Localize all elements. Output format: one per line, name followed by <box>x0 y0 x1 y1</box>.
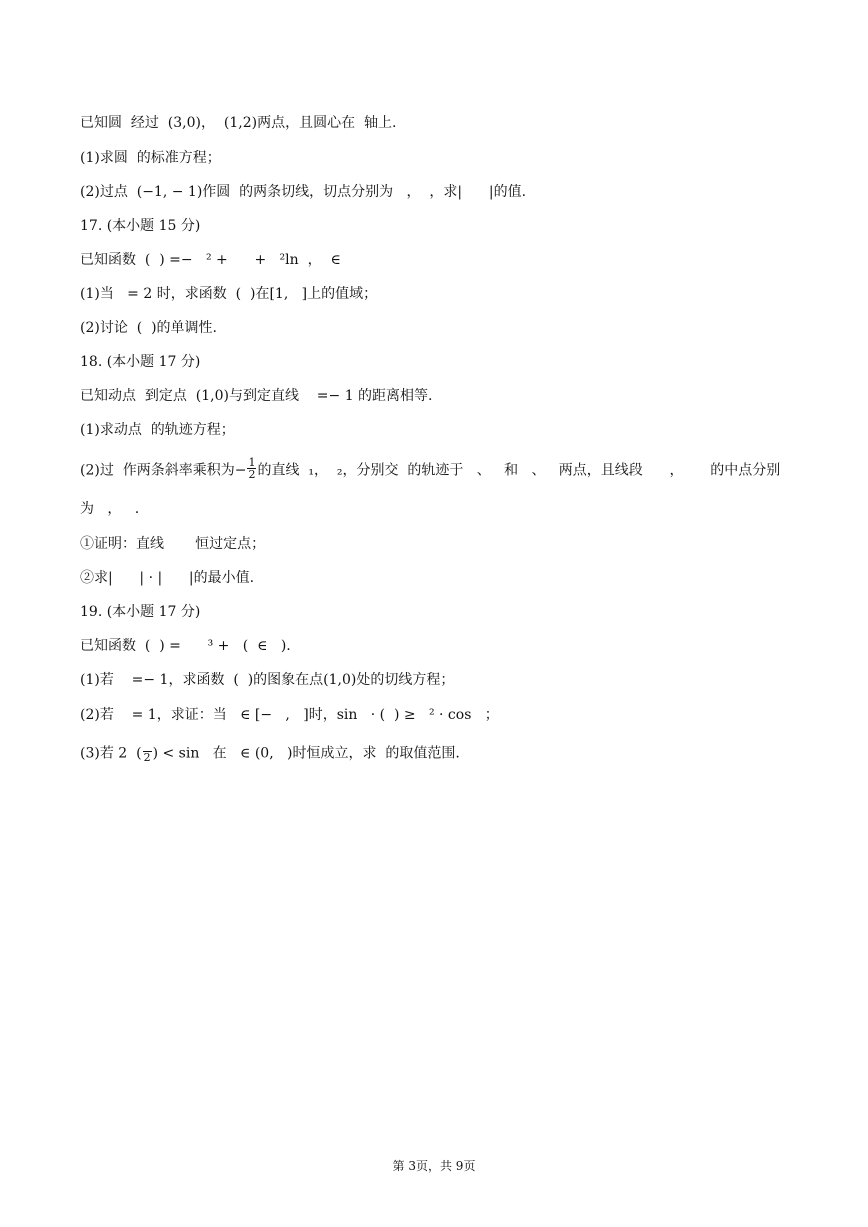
fraction-over-two <box>143 740 152 763</box>
problem17-part2: (2)讨论 ( )的单调性. <box>80 320 218 336</box>
problem18-part2-after: 的直线 ₁， ₂，分别交 的轨迹于 、 和 、 两点，且线段 ， 的中点分别 <box>257 462 781 479</box>
problem17-stem: 已知函数 ( ) =− ² + + ²ln ， ∈ <box>80 252 341 268</box>
problem19-part3-before: (3)若 2 ( <box>80 745 142 762</box>
problem17-heading: 17. (本小题 15 分) <box>80 218 201 234</box>
problem17-part1: (1)当 = 2 时，求函数 ( )在[1, ]上的值域； <box>80 286 378 302</box>
problem19-heading: 19. (本小题 17 分) <box>80 604 201 620</box>
problem18-heading: 18. (本小题 17 分) <box>80 354 201 370</box>
problem18-sub2: ②求| | · | |的最小值. <box>80 570 255 586</box>
problem16-part1: (1)求圆 的标准方程； <box>80 150 221 166</box>
fraction-one-half <box>247 457 256 480</box>
problem19-part2: (2)若 = 1，求证：当 ∈ [− , ]时，sin · ( ) ≥ ² · cos ； <box>80 707 499 723</box>
problem18-part2 <box>80 456 781 482</box>
problem16-stem: 已知圆 经过 (3,0)， (1,2)两点，且圆心在 轴上. <box>80 115 397 131</box>
problem19-stem: 已知函数 ( ) = ³ + ( ∈ ). <box>80 638 291 654</box>
page-footer: 第 3页，共 9页 <box>392 1159 476 1173</box>
problem19-part3 <box>80 742 460 765</box>
fraction-denominator: 2 <box>143 751 151 764</box>
fraction-denominator: 2 <box>248 468 256 481</box>
problem18-part2-cont: 为 ， . <box>80 501 140 517</box>
problem19-part3-after: ) < sin 在 ∈ (0, )时恒成立，求 的取值范围. <box>152 745 460 762</box>
problem18-stem: 已知动点 到定点 (1,0)与到定直线 =− 1 的距离相等. <box>80 388 433 404</box>
problem16-part2: (2)过点 (−1, − 1)作圆 的两条切线，切点分别为 ， ，求| |的值. <box>80 184 527 200</box>
problem18-sub1: ①证明：直线 恒过定点； <box>80 536 266 552</box>
problem18-part1: (1)求动点 的轨迹方程； <box>80 422 235 438</box>
fraction-numerator: 1 <box>248 456 256 469</box>
problem18-part2-before: (2)过 作两条斜率乘积为− <box>80 462 247 479</box>
problem19-part1: (1)若 =− 1，求函数 ( )的图象在点(1,0)处的切线方程； <box>80 672 455 688</box>
